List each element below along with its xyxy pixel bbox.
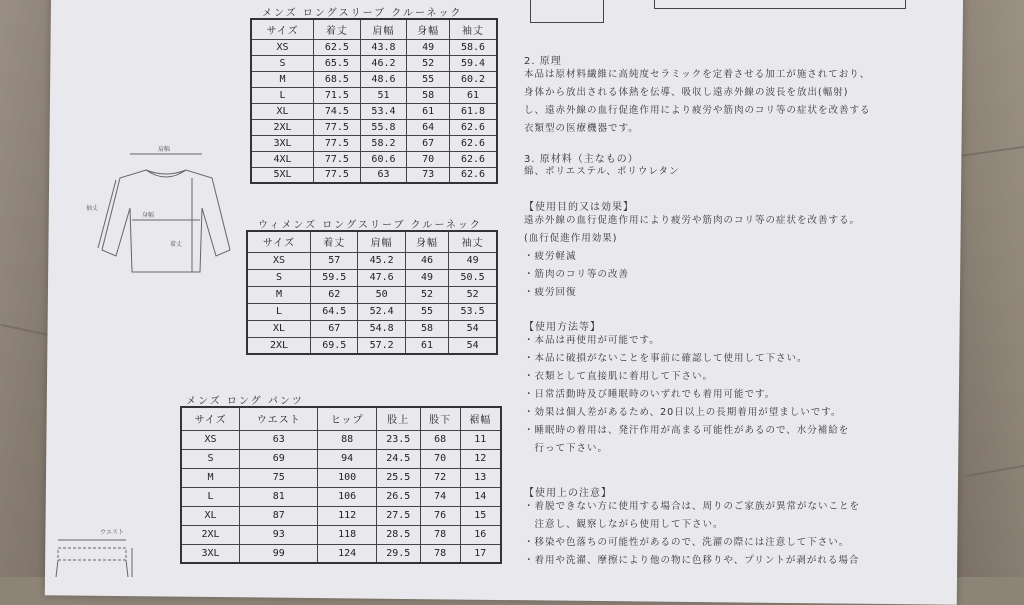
size-cell: M: [247, 286, 311, 303]
value-cell: 70: [420, 449, 460, 468]
womens-long-sleeve-title: ウィメンズ ロングスリーブ クルーネック: [258, 220, 482, 231]
value-cell: 58: [407, 87, 450, 103]
mens-long-pants-table: [180, 406, 502, 564]
value-cell: 28.5: [376, 525, 420, 544]
table-row: [251, 39, 497, 55]
table-header-row: [181, 407, 501, 430]
size-cell: XL: [247, 320, 311, 337]
value-cell: 76: [420, 506, 460, 525]
value-cell: 14: [460, 487, 501, 506]
value-cell: 11: [460, 430, 501, 449]
value-cell: 25.5: [376, 468, 420, 487]
value-cell: 59.5: [311, 269, 358, 286]
table-row: [251, 119, 497, 135]
shoulder-width-label: 肩幅: [158, 146, 171, 153]
sleeve-length-label: 袖丈: [86, 205, 99, 212]
text-line: 遠赤外線の血行促進作用により疲労や筋肉のコリ等の症状を改善する。: [524, 215, 861, 226]
length-label: 着丈: [170, 241, 183, 248]
value-cell: 50: [358, 286, 405, 303]
value-cell: 26.5: [376, 487, 420, 506]
value-cell: 99: [240, 544, 318, 563]
text-line: ・効果は個人差があるため、20日以上の長期着用が望ましいです。: [524, 407, 842, 418]
size-cell: 2XL: [251, 119, 314, 135]
table-row: [181, 430, 501, 449]
value-cell: 52.4: [358, 303, 405, 320]
table-row: [247, 286, 497, 303]
value-cell: 57.2: [358, 337, 405, 354]
value-cell: 71.5: [314, 87, 361, 103]
column-header: サイズ: [181, 407, 240, 430]
value-cell: 69: [240, 449, 318, 468]
table-row: [247, 269, 497, 286]
size-cell: XS: [247, 252, 311, 269]
value-cell: 88: [318, 430, 377, 449]
column-header: 肩幅: [358, 231, 405, 252]
value-cell: 61: [449, 87, 497, 103]
body-width-label: 身幅: [142, 212, 155, 219]
value-cell: 45.2: [358, 252, 405, 269]
value-cell: 12: [460, 449, 501, 468]
value-cell: 78: [420, 525, 460, 544]
column-header: サイズ: [251, 19, 314, 39]
value-cell: 67: [407, 135, 450, 151]
value-cell: 100: [318, 468, 377, 487]
size-cell: 3XL: [251, 135, 314, 151]
table-row: [181, 525, 501, 544]
table-row: [251, 167, 497, 183]
text-line: 注意し、観察しながら使用して下さい。: [524, 519, 724, 530]
table-row: [251, 151, 497, 167]
usage-heading: 【使用方法等】: [524, 322, 601, 333]
size-cell: S: [251, 55, 314, 71]
cropped-diagram-top: [530, 0, 604, 23]
value-cell: 63: [360, 167, 407, 183]
value-cell: 58: [405, 320, 448, 337]
text-line: ・筋肉のコリ等の改善: [524, 269, 630, 280]
value-cell: 51: [360, 87, 407, 103]
column-header: 股下: [420, 407, 460, 430]
principle-text: [524, 66, 871, 138]
text-line: ・本品は再使用が可能です。: [524, 335, 660, 346]
value-cell: 53.4: [360, 103, 407, 119]
text-line: し、遠赤外線の血行促進作用により疲労や筋肉のコリ等の症状を改善する: [524, 105, 871, 116]
value-cell: 70: [407, 151, 450, 167]
table-row: [251, 87, 497, 103]
value-cell: 62.6: [449, 119, 497, 135]
purpose-heading: 【使用目的又は効果】: [524, 202, 634, 213]
text-line: 衣類型の医療機器です。: [524, 123, 639, 134]
table-row: [181, 544, 501, 563]
value-cell: 62.6: [449, 167, 497, 183]
value-cell: 17: [460, 544, 501, 563]
shirt-measurement-diagram: [80, 140, 240, 280]
text-line: ・日常活動時及び睡眠時のいずれでも着用可能です。: [524, 389, 776, 400]
value-cell: 58.2: [360, 135, 407, 151]
column-header: ウエスト: [240, 407, 318, 430]
value-cell: 75: [240, 468, 318, 487]
text-line: 身体から放出される体熱を伝導、吸収し遠赤外線の波長を放出(輻射): [524, 87, 849, 98]
value-cell: 93: [240, 525, 318, 544]
materials-heading: 3. 原材料（主なもの）: [524, 154, 639, 165]
value-cell: 61: [407, 103, 450, 119]
principle-heading: 2. 原理: [524, 56, 562, 67]
value-cell: 61.8: [449, 103, 497, 119]
size-cell: 2XL: [181, 525, 240, 544]
value-cell: 62.6: [449, 135, 497, 151]
value-cell: 124: [318, 544, 377, 563]
value-cell: 24.5: [376, 449, 420, 468]
table-row: [251, 55, 497, 71]
table-row: [247, 337, 497, 354]
value-cell: 48.6: [360, 71, 407, 87]
text-line: ・衣類として直接肌に着用して下さい。: [524, 371, 714, 382]
size-cell: 2XL: [247, 337, 311, 354]
value-cell: 64.5: [311, 303, 358, 320]
value-cell: 64: [407, 119, 450, 135]
size-cell: XL: [251, 103, 314, 119]
size-cell: M: [181, 468, 240, 487]
value-cell: 54: [449, 320, 497, 337]
column-header: サイズ: [247, 231, 311, 252]
text-line: ・睡眠時の着用は、発汗作用が高まる可能性があるので、水分補給を: [524, 425, 850, 436]
table-row: [181, 449, 501, 468]
value-cell: 87: [240, 506, 318, 525]
size-cell: M: [251, 71, 314, 87]
value-cell: 68.5: [314, 71, 361, 87]
value-cell: 74.5: [314, 103, 361, 119]
value-cell: 62.6: [449, 151, 497, 167]
column-header: ヒップ: [318, 407, 377, 430]
value-cell: 112: [318, 506, 377, 525]
purpose-text: [524, 212, 860, 302]
table-row: [247, 252, 497, 269]
table-row: [181, 468, 501, 487]
text-line: 本品は原材料繊維に高純度セラミックを定着させる加工が施されており、: [524, 69, 871, 80]
table-row: [247, 320, 497, 337]
table-row: [251, 71, 497, 87]
usage-text: [524, 332, 849, 458]
value-cell: 52: [405, 286, 448, 303]
column-header: 着丈: [311, 231, 358, 252]
value-cell: 49: [449, 252, 497, 269]
value-cell: 13: [460, 468, 501, 487]
text-line: (血行促進作用効果): [524, 233, 618, 244]
mens-long-pants-title: メンズ ロング パンツ: [186, 396, 304, 407]
value-cell: 72: [420, 468, 460, 487]
column-header: 肩幅: [360, 19, 407, 39]
value-cell: 77.5: [314, 151, 361, 167]
mens-long-sleeve-table: [250, 18, 498, 184]
column-header: 身幅: [405, 231, 448, 252]
value-cell: 58.6: [449, 39, 497, 55]
value-cell: 46.2: [360, 55, 407, 71]
value-cell: 69.5: [311, 337, 358, 354]
value-cell: 77.5: [314, 119, 361, 135]
size-cell: XS: [251, 39, 314, 55]
column-header: 着丈: [314, 19, 361, 39]
value-cell: 94: [318, 449, 377, 468]
value-cell: 73: [407, 167, 450, 183]
value-cell: 43.8: [360, 39, 407, 55]
size-cell: L: [251, 87, 314, 103]
column-header: 身幅: [407, 19, 450, 39]
value-cell: 47.6: [358, 269, 405, 286]
column-header: 袖丈: [449, 19, 497, 39]
column-header: 裾幅: [460, 407, 501, 430]
value-cell: 52: [407, 55, 450, 71]
size-cell: S: [181, 449, 240, 468]
value-cell: 62: [311, 286, 358, 303]
value-cell: 59.4: [449, 55, 497, 71]
column-header: 股上: [376, 407, 420, 430]
value-cell: 53.5: [449, 303, 497, 320]
text-line: ・疲労回復: [524, 287, 577, 298]
value-cell: 77.5: [314, 167, 361, 183]
size-cell: 5XL: [251, 167, 314, 183]
value-cell: 74: [420, 487, 460, 506]
text-line: ・本品に破損がないことを事前に確認して使用して下さい。: [524, 353, 808, 364]
table-row: [251, 103, 497, 119]
value-cell: 55.8: [360, 119, 407, 135]
size-cell: L: [181, 487, 240, 506]
value-cell: 65.5: [314, 55, 361, 71]
value-cell: 49: [405, 269, 448, 286]
mens-long-sleeve-title: メンズ ロングスリーブ クルーネック: [262, 8, 463, 19]
value-cell: 54.8: [358, 320, 405, 337]
value-cell: 52: [449, 286, 497, 303]
value-cell: 16: [460, 525, 501, 544]
value-cell: 62.5: [314, 39, 361, 55]
text-line: ・疲労軽減: [524, 251, 577, 262]
value-cell: 55: [405, 303, 448, 320]
materials-text: 綿、ポリエステル、ポリウレタン: [524, 166, 680, 177]
size-cell: XS: [181, 430, 240, 449]
value-cell: 78: [420, 544, 460, 563]
value-cell: 118: [318, 525, 377, 544]
value-cell: 27.5: [376, 506, 420, 525]
table-header-row: [247, 231, 497, 252]
pants-measurement-diagram: [48, 520, 168, 577]
value-cell: 63: [240, 430, 318, 449]
cropped-table-top: [654, 0, 906, 9]
table-header-row: [251, 19, 497, 39]
value-cell: 46: [405, 252, 448, 269]
cautions-heading: 【使用上の注意】: [524, 488, 612, 499]
value-cell: 55: [407, 71, 450, 87]
value-cell: 49: [407, 39, 450, 55]
value-cell: 54: [449, 337, 497, 354]
cautions-text: [524, 498, 860, 570]
size-cell: 3XL: [181, 544, 240, 563]
value-cell: 81: [240, 487, 318, 506]
text-line: 行って下さい。: [524, 443, 609, 454]
value-cell: 15: [460, 506, 501, 525]
table-row: [181, 487, 501, 506]
value-cell: 50.5: [449, 269, 497, 286]
table-row: [251, 135, 497, 151]
value-cell: 67: [311, 320, 358, 337]
value-cell: 106: [318, 487, 377, 506]
value-cell: 68: [420, 430, 460, 449]
value-cell: 61: [405, 337, 448, 354]
value-cell: 57: [311, 252, 358, 269]
size-cell: S: [247, 269, 311, 286]
waist-label: ウエスト: [100, 529, 125, 536]
size-cell: L: [247, 303, 311, 320]
value-cell: 29.5: [376, 544, 420, 563]
value-cell: 23.5: [376, 430, 420, 449]
table-row: [181, 506, 501, 525]
size-cell: 4XL: [251, 151, 314, 167]
text-line: ・移染や色落ちの可能性があるので、洗濯の際には注意して下さい。: [524, 537, 850, 548]
value-cell: 77.5: [314, 135, 361, 151]
womens-long-sleeve-table: [246, 230, 498, 355]
column-header: 袖丈: [449, 231, 497, 252]
table-row: [247, 303, 497, 320]
text-line: ・着用や洗濯、摩擦により他の物に色移りや、プリントが剥がれる場合: [524, 555, 860, 566]
size-cell: XL: [181, 506, 240, 525]
text-line: ・着脱できない方に使用する場合は、周りのご家族が異常がないことを: [524, 501, 861, 512]
value-cell: 60.2: [449, 71, 497, 87]
value-cell: 60.6: [360, 151, 407, 167]
